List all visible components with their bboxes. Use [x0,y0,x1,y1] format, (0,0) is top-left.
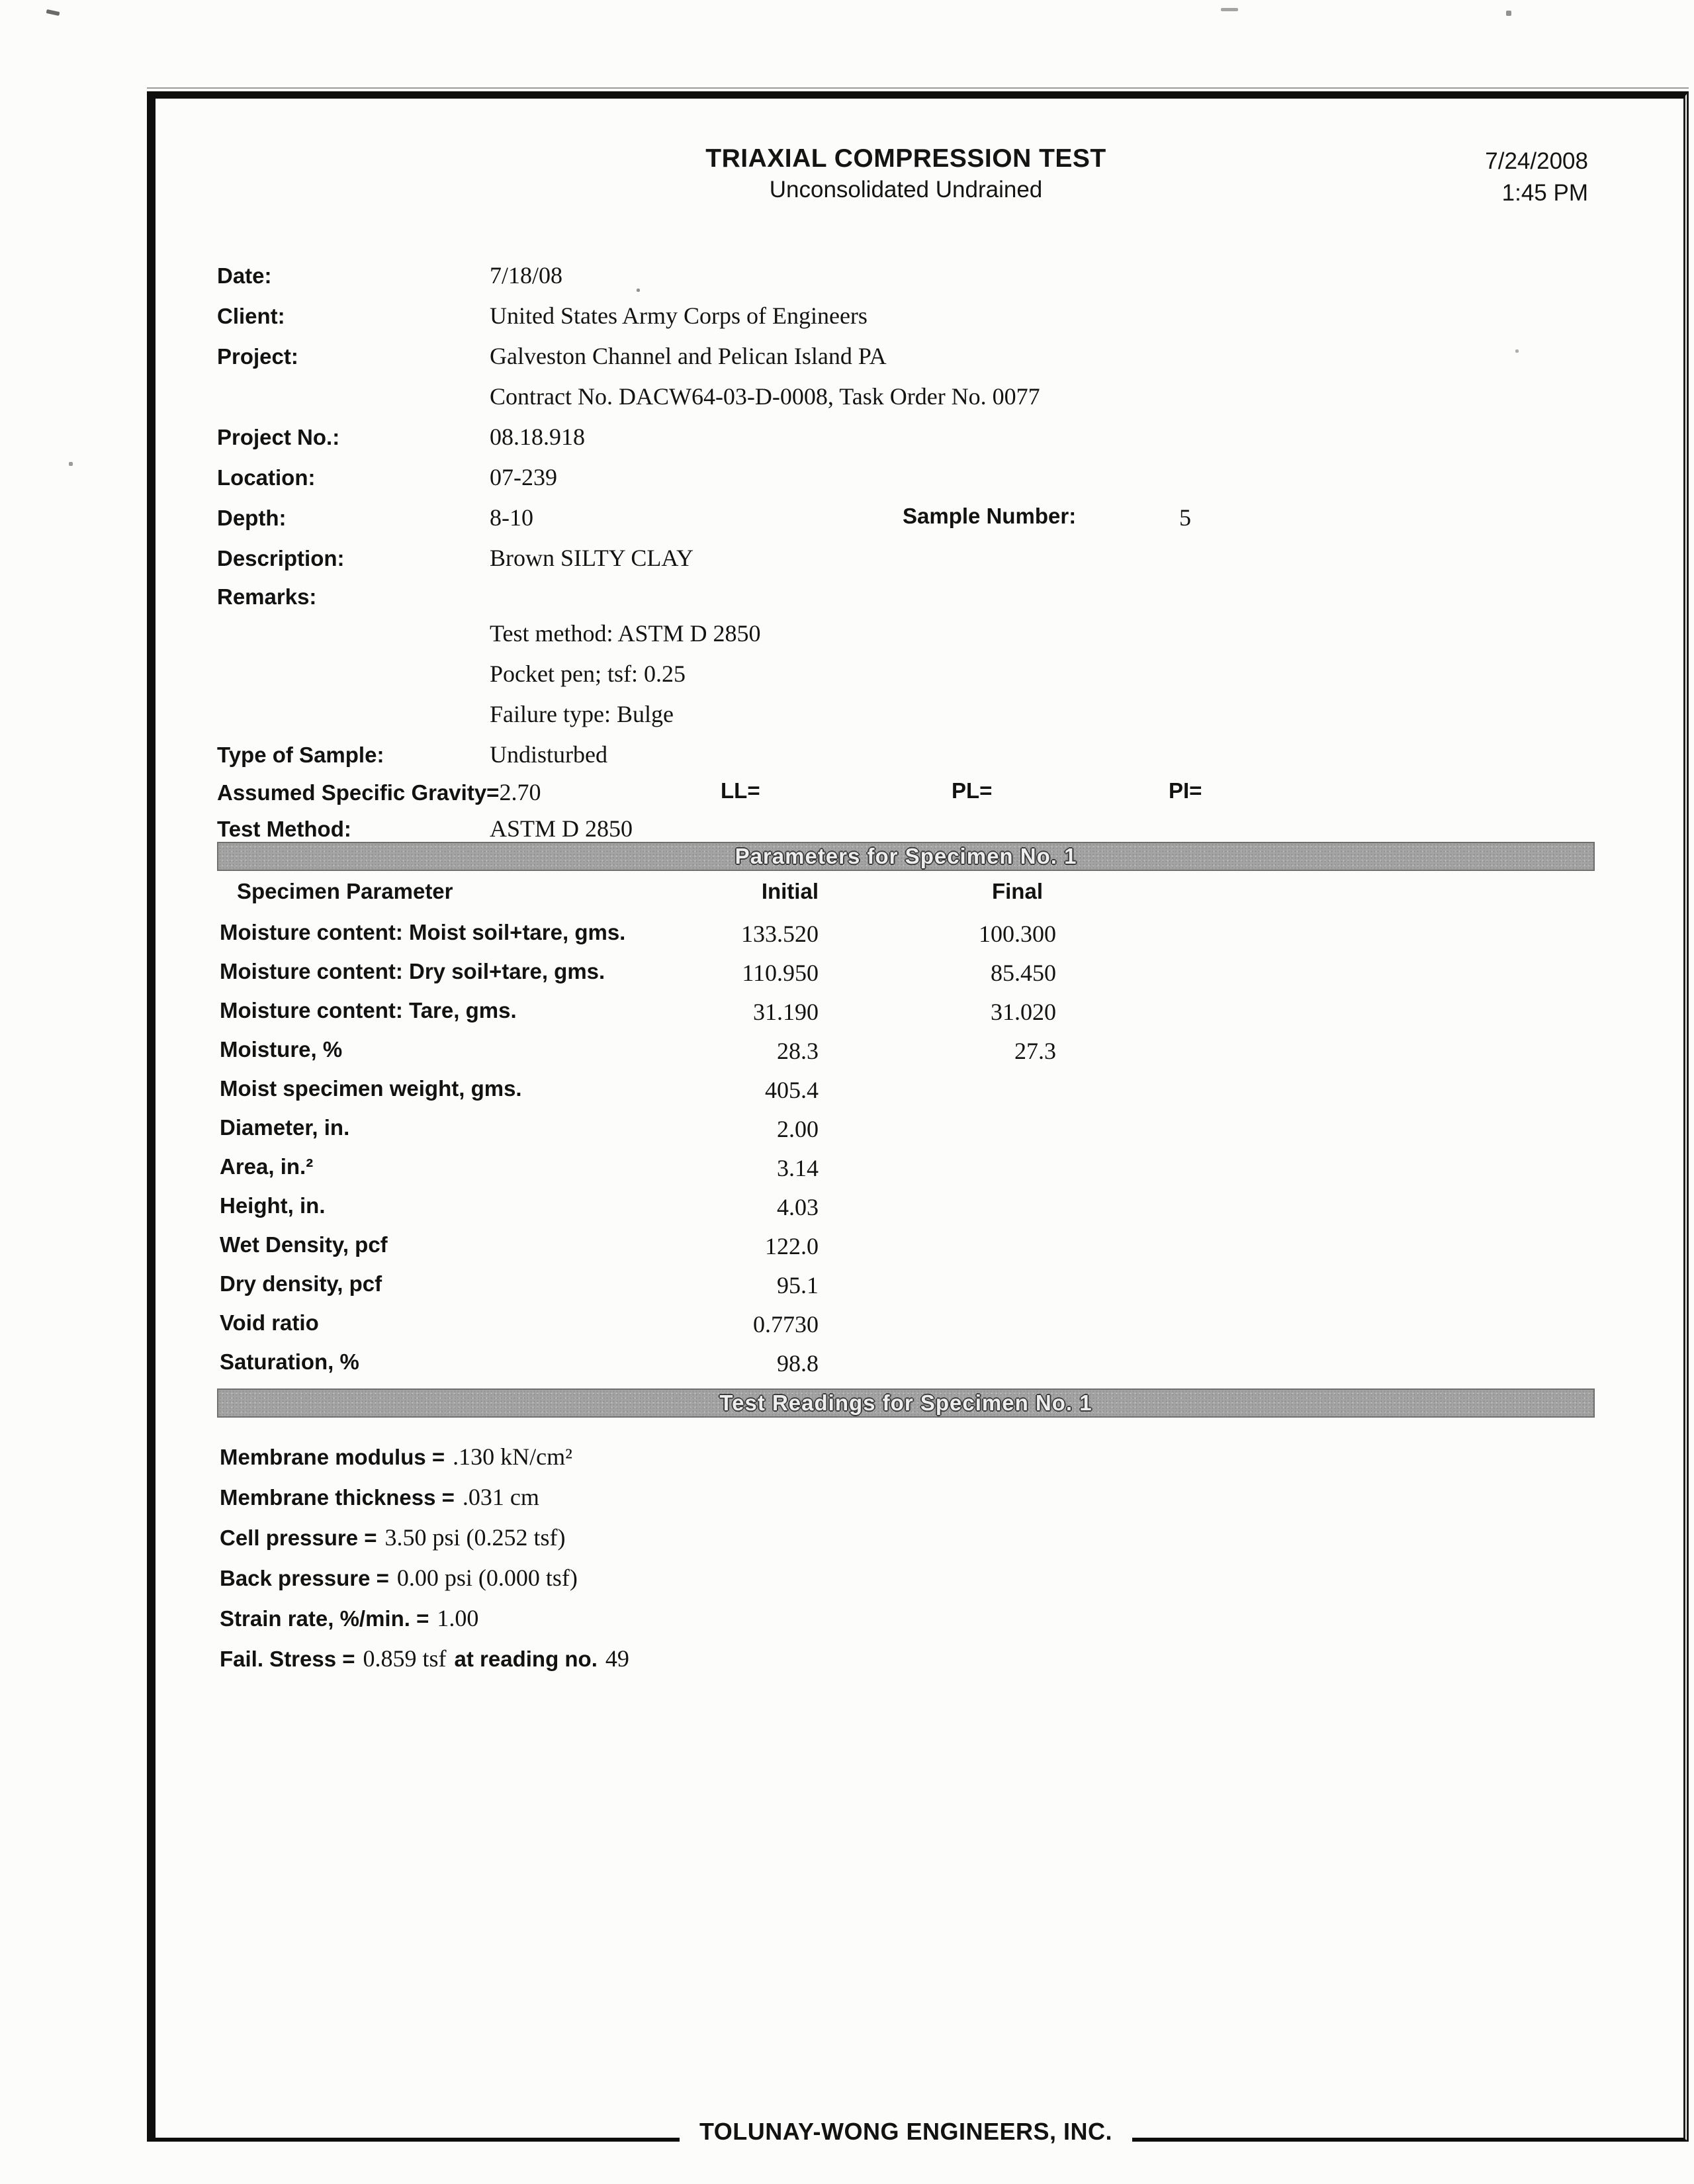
param-name: Diameter, in. [220,1115,350,1140]
field-label-remarks: Remarks: [217,584,317,609]
field-value-project-no: 08.18.918 [490,424,585,450]
reading-value: 0.00 psi (0.000 tsf) [396,1565,578,1591]
remark-line: Test method: ASTM D 2850 [490,620,761,647]
reading-value: .031 cm [462,1484,539,1510]
remark-line: Pocket pen; tsf: 0.25 [490,660,686,687]
reading-label: Fail. Stress = [220,1647,355,1671]
table-row [217,1115,1595,1154]
field-value-type-of-sample: Undisturbed [490,741,607,768]
reading-line [220,1483,539,1524]
print-time: 1:45 PM [1501,180,1588,206]
print-date: 7/24/2008 [1485,148,1588,174]
table-row [217,1193,1595,1232]
report-title: TRIAXIAL COMPRESSION TEST [705,144,1106,173]
param-final: 100.300 [979,921,1056,947]
field-label-pl: PL= [952,778,993,803]
reading-value: .130 kN/cm² [453,1443,572,1470]
param-initial: 110.950 [742,960,819,986]
field-label-location: Location: [217,465,316,490]
table-row [217,959,1595,998]
param-name: Height, in. [220,1193,326,1218]
reading-value: 3.50 psi (0.252 tsf) [384,1524,566,1551]
field-label-depth: Depth: [217,506,287,530]
info-row-date [217,261,562,302]
scan-artifact [1506,11,1511,16]
info-row-project-line2 [490,383,1040,423]
column-header-initial: Initial [761,879,819,903]
table-row [217,1310,1595,1349]
param-name: Area, in.² [220,1154,314,1179]
info-row-remark-3 [490,700,674,741]
field-label-pi: PI= [1169,778,1202,803]
reading-line [220,1564,578,1604]
reading-label-2: at reading no. [454,1647,598,1671]
reading-label: Cell pressure = [220,1525,377,1550]
info-row-client [217,302,868,342]
reading-line [220,1604,478,1645]
field-value-client: United States Army Corps of Engineers [490,302,868,329]
parameters-table-header [217,879,1595,918]
field-value-sample-number: 5 [1179,504,1191,531]
info-row-specific-gravity [217,778,1202,819]
param-initial: 133.520 [741,921,819,947]
param-initial: 2.00 [777,1116,819,1142]
scan-artifact [46,9,60,16]
field-label-project: Project: [217,344,298,369]
field-label-type-of-sample: Type of Sample: [217,743,384,767]
table-row [217,1271,1595,1310]
table-row [217,920,1595,959]
column-header-parameter: Specimen Parameter [237,879,453,903]
info-row-remark-1 [490,619,760,660]
param-final: 31.020 [991,999,1056,1025]
table-row [217,1349,1595,1388]
info-row-remark-2 [490,660,686,700]
param-initial: 4.03 [777,1194,819,1220]
banner-label-test-readings: Test Readings for Specimen No. 1 [719,1390,1092,1415]
table-row [217,1154,1595,1193]
banner-label-parameters: Parameters for Specimen No. 1 [735,844,1077,868]
info-row-depth [217,504,1191,544]
param-initial: 28.3 [777,1038,819,1064]
reading-label: Membrane thickness = [220,1485,455,1510]
reading-line [220,1443,572,1483]
field-value-location: 07-239 [490,464,557,490]
section-banner-parameters [217,842,1595,871]
param-initial: 3.14 [777,1155,819,1181]
scan-artifact [1221,8,1238,11]
param-name: Moisture content: Tare, gms. [220,998,517,1023]
table-row [217,1232,1595,1271]
section-banner-test-readings [217,1388,1595,1418]
param-name: Moisture content: Moist soil+tare, gms. [220,920,626,944]
report-subtitle: Unconsolidated Undrained [769,177,1043,203]
param-initial: 95.1 [777,1272,819,1298]
info-row-project [217,342,887,383]
footer [217,2118,1595,2146]
param-initial: 405.4 [765,1077,819,1103]
field-label-sample-number: Sample Number: [903,504,1077,528]
table-row [217,1076,1595,1115]
field-label-specific-gravity: Assumed Specific Gravity= [217,780,500,805]
column-header-final: Final [991,879,1043,903]
reading-label: Strain rate, %/min. = [220,1606,429,1631]
reading-line-fail-stress [220,1645,629,1685]
info-row-project-no [217,423,585,463]
reading-line [220,1524,566,1564]
field-value-date: 7/18/08 [490,262,563,289]
field-label-date: Date: [217,263,272,288]
reading-label: Back pressure = [220,1566,389,1590]
field-value-depth: 8-10 [490,504,533,531]
info-row-location [217,463,557,504]
reading-value-2: 49 [605,1645,629,1672]
field-value-contract: Contract No. DACW64-03-D-0008, Task Order No. 0077 [490,383,1040,410]
reading-value: 1.00 [437,1605,479,1631]
scan-artifact [69,462,73,466]
table-row [217,1037,1595,1076]
param-name: Dry density, pcf [220,1271,382,1296]
info-row-type-of-sample [217,741,607,781]
field-label-project-no: Project No.: [217,425,340,449]
param-name: Moisture, % [220,1037,343,1062]
print-datetime [1323,146,1588,209]
reading-value: 0.859 tsf [363,1645,447,1672]
param-initial: 0.7730 [753,1311,819,1338]
param-initial: 98.8 [777,1350,819,1377]
remark-line: Failure type: Bulge [490,701,674,727]
field-value-project: Galveston Channel and Pelican Island PA [490,343,887,369]
field-value-specific-gravity: 2.70 [499,779,541,805]
field-label-ll: LL= [721,778,760,803]
info-row-description [217,544,693,584]
field-value-description: Brown SILTY CLAY [490,545,694,571]
param-initial: 31.190 [753,999,819,1025]
param-initial: 122.0 [765,1233,819,1259]
reading-label: Membrane modulus = [220,1445,445,1469]
param-name: Wet Density, pcf [220,1232,388,1257]
field-label-test-method: Test Method: [217,817,351,841]
param-final: 27.3 [1014,1038,1056,1064]
footer-company-name: TOLUNAY-WONG ENGINEERS, INC. [680,2118,1132,2145]
param-final: 85.450 [991,960,1056,986]
field-label-description: Description: [217,546,345,570]
param-name: Saturation, % [220,1349,359,1374]
field-label-client: Client: [217,304,285,328]
table-row [217,998,1595,1037]
field-value-test-method: ASTM D 2850 [490,815,633,842]
info-row-remarks [217,584,490,625]
param-name: Moist specimen weight, gms. [220,1076,522,1101]
param-name: Void ratio [220,1310,319,1335]
param-name: Moisture content: Dry soil+tare, gms. [220,959,605,983]
